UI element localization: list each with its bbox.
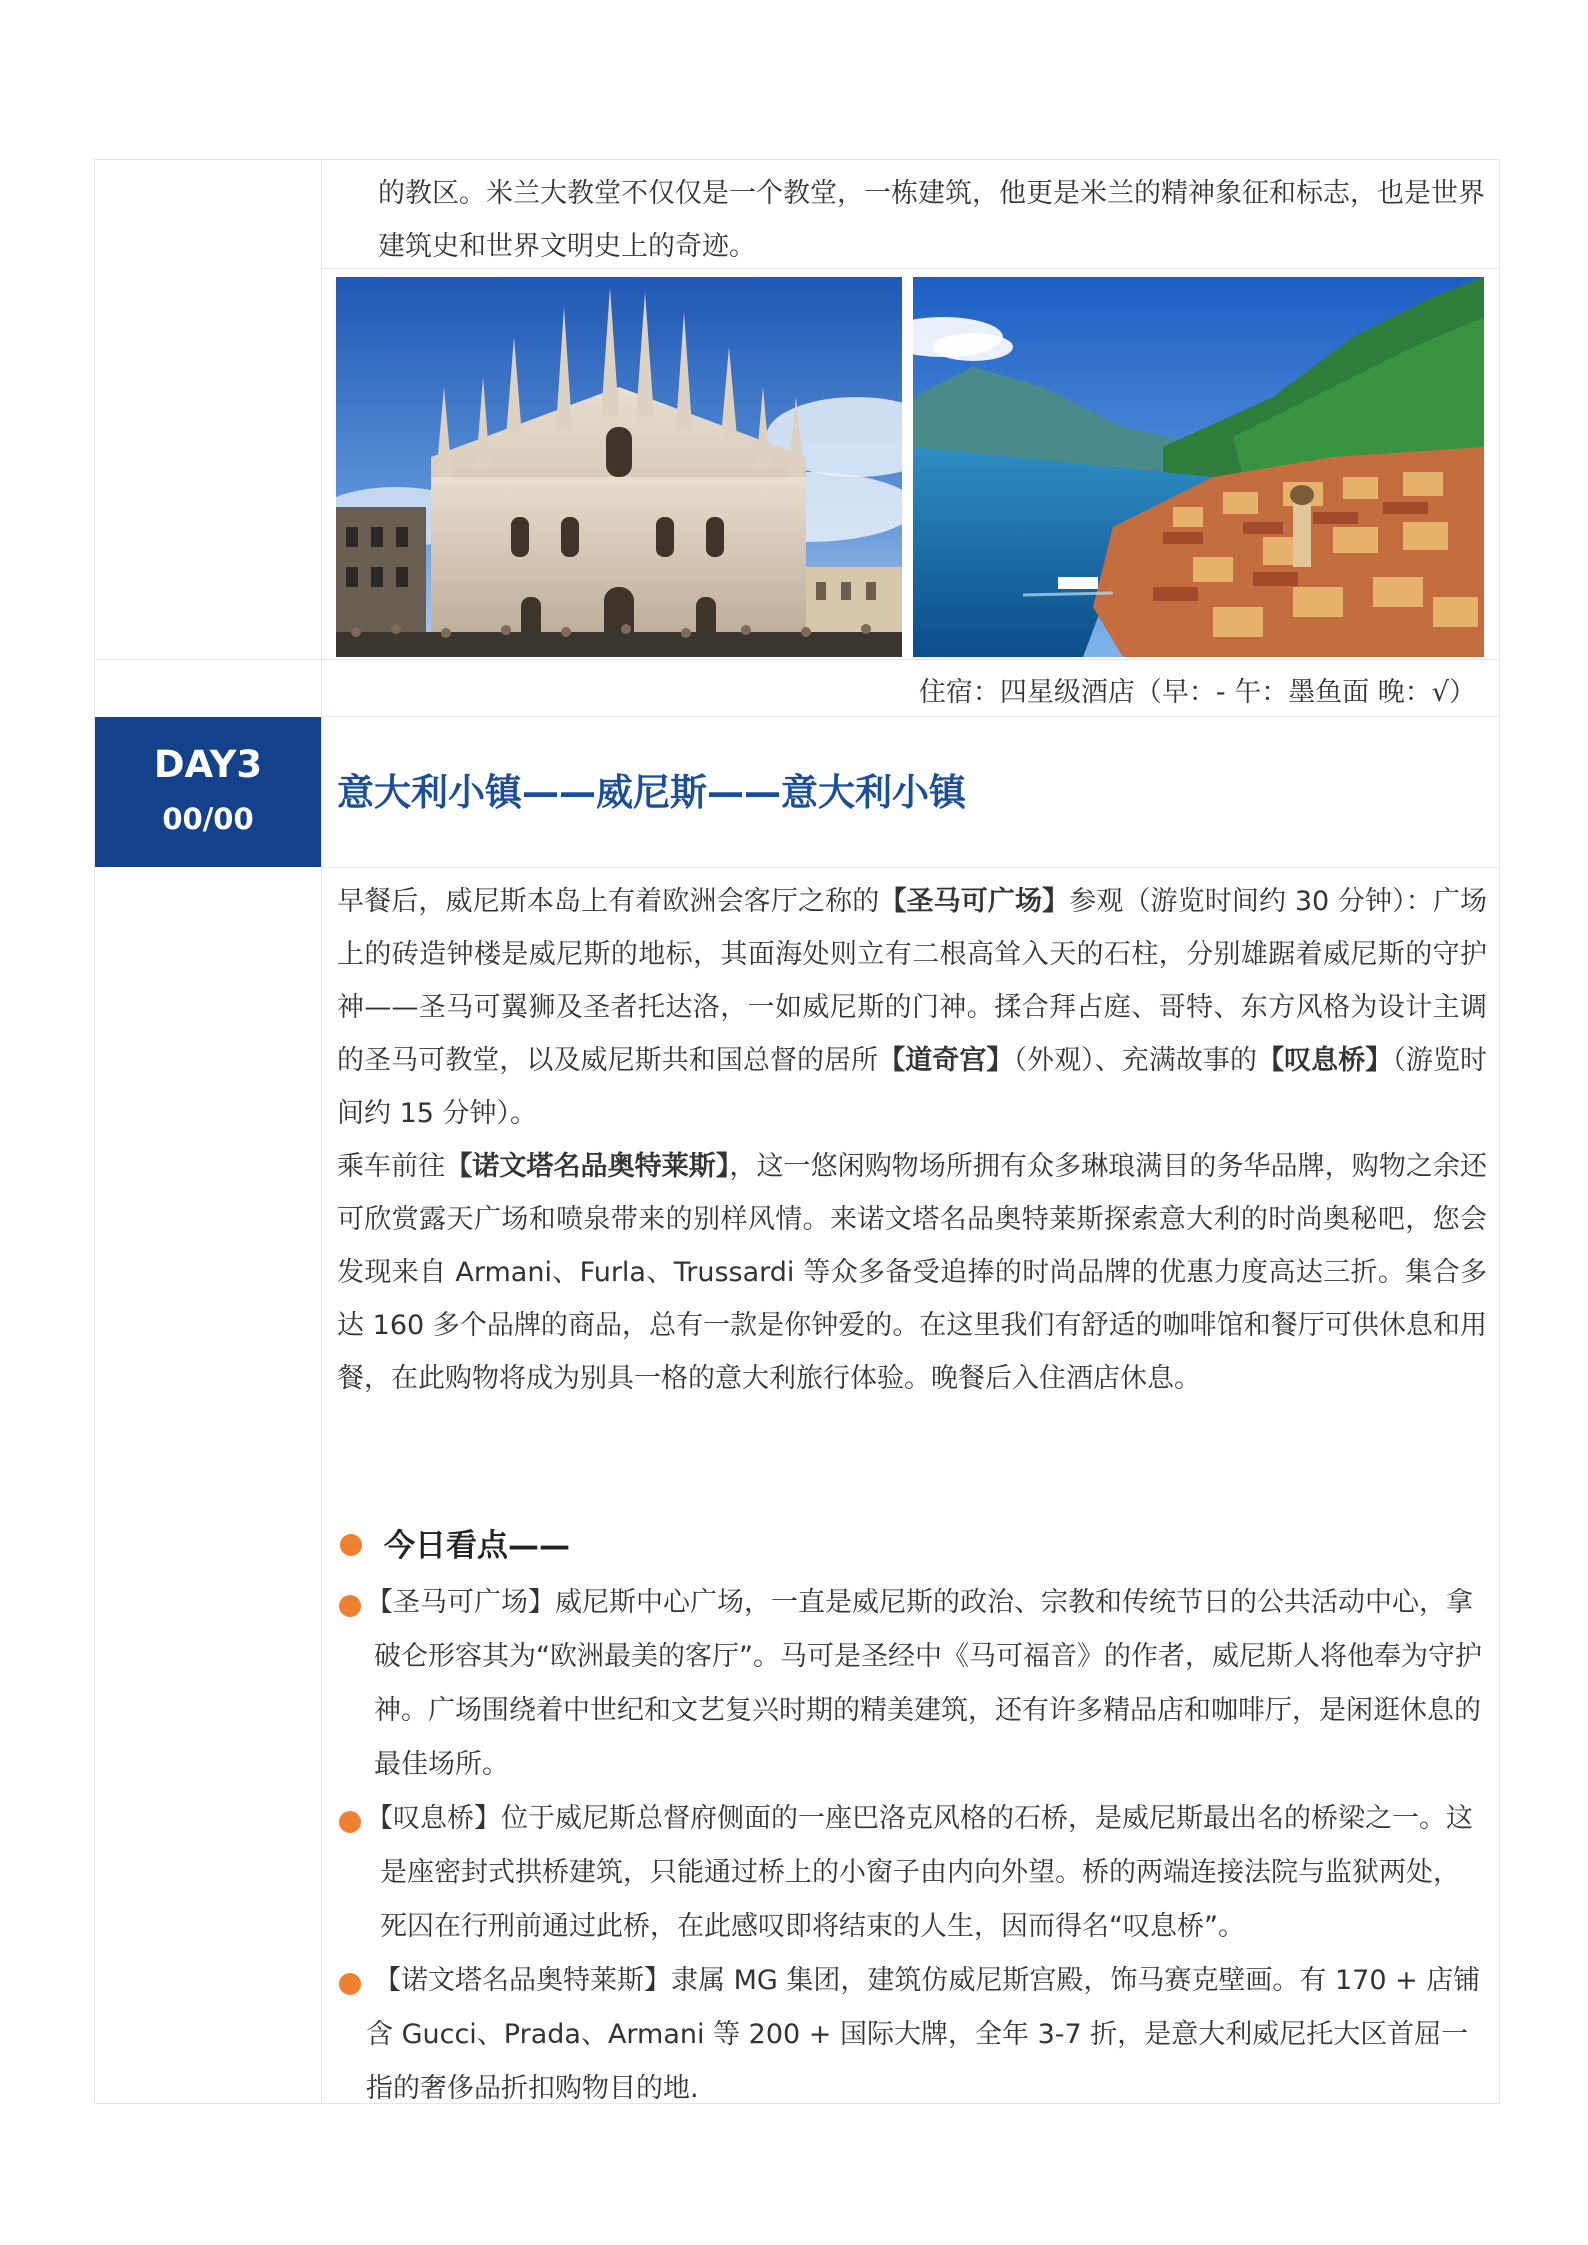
lodging-meals-line: 住宿：四星级酒店（早：- 午：墨鱼面 晚：√） xyxy=(918,677,1476,708)
text-run: 乘车前往 xyxy=(337,1151,446,1182)
row-divider xyxy=(321,867,1500,868)
attraction-name: 【圣马可广场】 xyxy=(879,886,1070,917)
attraction-name: 【诺文塔名品奥特莱斯】 xyxy=(445,1151,730,1182)
milan-cathedral-photo xyxy=(336,277,902,657)
text-run: ，这一悠闲购物场所拥有众多琳琅满目的务华品牌，购物之余还可欣赏露天广场和喷泉带来的别样风情。来诺文塔名品奥特莱斯探索意大利的时尚奥秘吧，您会发现来自 Armani、Furla、Trussardi 等众多备受追捧的时尚品牌的优惠力度高达三折。集合多达 160 多个品牌的商品，总有一款是你钟爱的。在这里我们有舒适的咖啡馆和餐厅可供休息和用餐，在此购物将成为别具一格的意大利旅行体验。晚餐后入住酒店休息。 xyxy=(337,1151,1488,1394)
highlights-heading xyxy=(340,1520,570,1572)
bullet-dot-icon xyxy=(339,1973,361,1995)
lake-garda-town-photo xyxy=(913,277,1484,657)
attraction-name: 【叹息桥】 xyxy=(1257,1045,1393,1076)
day-date: 00/00 xyxy=(162,802,254,836)
column-divider xyxy=(321,159,322,2104)
intro-paragraph: 的教区。米兰大教堂不仅仅是一个教堂，一栋建筑，他更是米兰的精神象征和标志，也是世界建筑史和世界文明史上的奇迹。 xyxy=(378,178,1485,262)
day-route-title: 意大利小镇——威尼斯——意大利小镇 xyxy=(337,771,966,814)
itinerary-description xyxy=(337,875,1487,1405)
highlight-item: 【圣马可广场】威尼斯中心广场，一直是威尼斯的政治、宗教和传统节日的公共活动中心，拿破仑形容其为“欧洲最美的客厅”。马可是圣经中《马可福音》的作者，威尼斯人将他奉为守护神。广场围绕着中世纪和文艺复兴时期的精美建筑，还有许多精品店和咖啡厅，是闲逛休息的最佳场所。 xyxy=(366,1587,1482,1780)
bullet-dot-icon xyxy=(339,1595,361,1617)
day-label: DAY3 xyxy=(153,743,263,786)
text-run: 参观（游览时间约 30 分钟）：广场上的砖造钟楼是威尼斯的地标，其面海处则立有二根高耸入天的石柱，分别雄踞着威尼斯的守护神——圣马可翼狮及圣者托达洛，一如威尼斯的门神。揉合拜占庭、哥特、东方风格为设计主调的圣马可教堂，以及威尼斯共和国总督的居所 xyxy=(337,886,1487,1076)
highlight-item: 【诺文塔名品奥特莱斯】隶属 MG 集团，建筑仿威尼斯宫殿，饰马赛克壁画。有 170 + 店铺含 Gucci、Prada、Armani 等 200 + 国际大牌，全年 3-7 折，是意大利威尼托大区首屈一指的奢侈品折扣购物目的地. xyxy=(366,1965,1481,2104)
text-run: 早餐后，威尼斯本岛上有着欧洲会客厅之称的 xyxy=(337,886,880,917)
day-badge xyxy=(95,717,321,867)
itinerary-paragraph xyxy=(337,875,1487,1140)
bullet-dot-icon xyxy=(340,1534,362,1556)
text-run: （游览时间约 15 分钟）。 xyxy=(337,1045,1488,1129)
text-run: （外观）、充满故事的 xyxy=(1013,1045,1258,1076)
attraction-name: 【道奇宫】 xyxy=(878,1045,1014,1076)
highlight-item: 【叹息桥】位于威尼斯总督府侧面的一座巴洛克风格的石桥，是威尼斯最出名的桥梁之一。这是座密封式拱桥建筑，只能通过桥上的小窗子由内向外望。桥的两端连接法院与监狱两处，死囚在行刑前通过此桥，在此感叹即将结束的人生，因而得名“叹息桥”。 xyxy=(366,1803,1473,1942)
row-divider xyxy=(94,659,1500,660)
bullet-dot-icon xyxy=(339,1811,361,1833)
highlights-title: 今日看点—— xyxy=(384,1528,570,1564)
itinerary-paragraph xyxy=(337,1140,1487,1405)
